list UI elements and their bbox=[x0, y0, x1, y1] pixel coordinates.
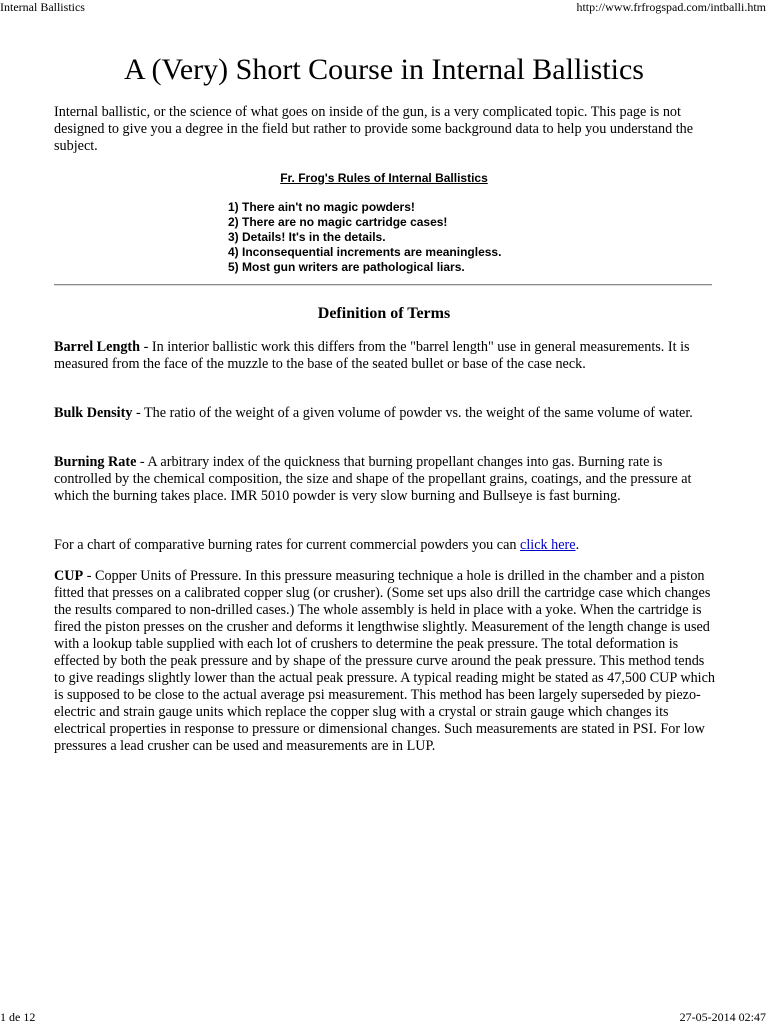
page-number: 1 de 12 bbox=[0, 1010, 36, 1024]
term-label: Burning Rate bbox=[54, 454, 137, 470]
rules-list bbox=[228, 200, 501, 275]
term-definition: - In interior ballistic work this differs from the "barrel length" use in general measurements. It is measured from the face of the muzzle to the base of the seated bullet or base of the case neck. bbox=[54, 339, 690, 372]
rule-item: 1) There ain't no magic powders! bbox=[228, 200, 415, 214]
print-timestamp: 27-05-2014 02:47 bbox=[679, 1010, 766, 1024]
rule-item: 5) Most gun writers are pathological liars. bbox=[228, 260, 465, 274]
burning-chart-suffix: . bbox=[575, 537, 580, 553]
definition-bulk-density bbox=[54, 405, 718, 422]
rule-item: 3) Details! It's in the details. bbox=[228, 230, 386, 244]
page-title: A (Very) Short Course in Internal Ballistics bbox=[124, 53, 644, 86]
definition-cup bbox=[54, 568, 718, 755]
click-here-link[interactable]: click here bbox=[520, 537, 576, 553]
rule-item: 4) Inconsequential increments are meaningless. bbox=[228, 245, 502, 259]
rules-heading: Fr. Frog's Rules of Internal Ballistics bbox=[280, 171, 488, 185]
section-title: Definition of Terms bbox=[317, 305, 451, 322]
page-header-url: http://www.frfrogspad.com/intballi.htm bbox=[576, 0, 766, 14]
burning-chart-paragraph bbox=[54, 537, 718, 554]
burning-chart-prefix: For a chart of comparative burning rates for current commercial powders you can bbox=[54, 537, 521, 553]
term-definition: - Copper Units of Pressure. In this pressure measuring technique a hole is drilled in the chamber and a piston fitted that presses on a calibrated copper slug (or crusher). (Some set ups also drill the cartridge case which changes the results compared to non-drilled cases.) The whole assembly is held in place with a yoke. When the cartridge is fired the piston presses on the crusher and deforms it lengthwise slightly. Measurement of the length change is used with a lookup table supplied with each lot of crushers to determine the peak pressure. The total deformation is effected by both the peak pressure and by shape of the pressure curve around the peak pressure. This method tends to give readings slightly lower than the actual peak pressure. A typical reading might be stated as 47,500 CUP which is supposed to be close to the actual average psi measurement. This method has been largely superseded by piezo-electric and strain gauge units which replace the copper slug with a crystal or strain gauge which changes its electrical properties in response to pressure or dimensional changes. Such measurements are stated in PSI. For low pressures a lead crusher can be used and measurements are in LUP. bbox=[54, 568, 716, 754]
term-definition: - The ratio of the weight of a given volume of powder vs. the weight of the same volume of water. bbox=[132, 405, 693, 421]
definition-burning-rate bbox=[54, 454, 718, 505]
term-definition: - A arbitrary index of the quickness that burning propellant changes into gas. Burning rate is controlled by the chemical composition, the size and shape of the propellant grains, coatings, and the pressure at which the burning takes place. IMR 5010 powder is very slow burning and Bullseye is fast burning. bbox=[54, 454, 692, 504]
term-label: Barrel Length bbox=[54, 339, 141, 355]
term-label: Bulk Density bbox=[54, 405, 133, 421]
page-header-title: Internal Ballistics bbox=[0, 0, 85, 14]
term-label: CUP bbox=[54, 568, 84, 584]
rule-item: 2) There are no magic cartridge cases! bbox=[228, 215, 448, 229]
definition-barrel-length bbox=[54, 339, 718, 373]
section-divider bbox=[54, 284, 712, 286]
intro-paragraph: Internal ballistic, or the science of what goes on inside of the gun, is a very complicated topic. This page is not designed to give you a degree in the field but rather to provide some background data to help you understand the subject. bbox=[54, 104, 694, 154]
